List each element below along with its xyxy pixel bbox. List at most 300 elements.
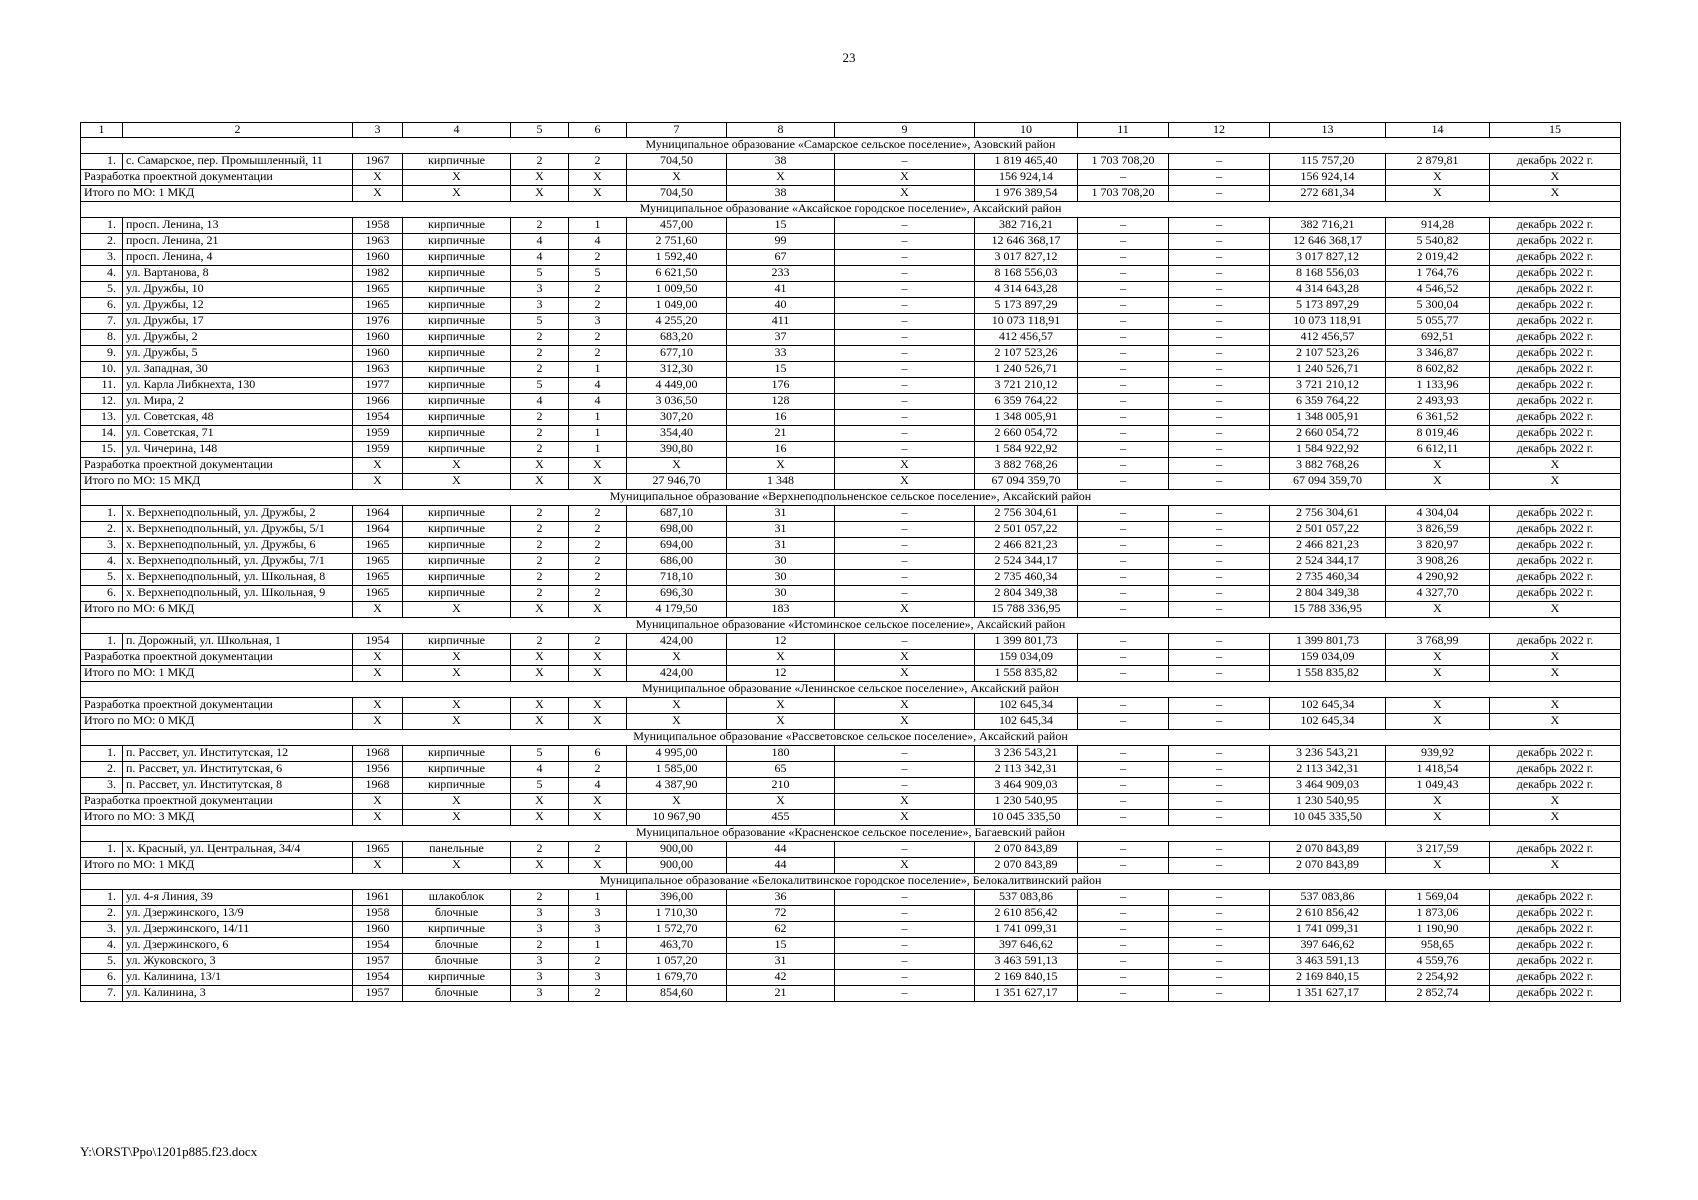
table-cell: – bbox=[1169, 650, 1270, 666]
table-cell: 128 bbox=[727, 394, 835, 410]
table-cell: 3 bbox=[511, 954, 569, 970]
table-cell: 2 bbox=[569, 506, 627, 522]
table-cell: 6 612,11 bbox=[1386, 442, 1490, 458]
summary-row bbox=[81, 458, 1621, 474]
table-cell: 2 070 843,89 bbox=[1270, 858, 1386, 874]
table-cell: 455 bbox=[727, 810, 835, 826]
table-cell: 1 bbox=[569, 426, 627, 442]
table-cell: 31 bbox=[727, 506, 835, 522]
table-cell: – bbox=[835, 426, 975, 442]
table-cell: 307,20 bbox=[627, 410, 727, 426]
table-cell: – bbox=[835, 938, 975, 954]
table-cell: 3 217,59 bbox=[1386, 842, 1490, 858]
table-cell: X bbox=[1386, 810, 1490, 826]
address-cell: просп. Ленина, 4 bbox=[123, 250, 353, 266]
table-cell: 1 049,43 bbox=[1386, 778, 1490, 794]
row-number-cell: 1. bbox=[81, 746, 123, 762]
table-cell: X bbox=[1386, 458, 1490, 474]
table-cell: декабрь 2022 г. bbox=[1490, 842, 1621, 858]
row-number-cell: 3. bbox=[81, 538, 123, 554]
row-number-cell: 5. bbox=[81, 954, 123, 970]
table-cell: 1965 bbox=[353, 538, 403, 554]
table-cell: 1 bbox=[569, 410, 627, 426]
table-cell: 696,30 bbox=[627, 586, 727, 602]
table-cell: кирпичные bbox=[403, 346, 511, 362]
building-row bbox=[81, 746, 1621, 762]
table-cell: X bbox=[1386, 602, 1490, 618]
summary-label-cell: Итого по МО: 3 МКД bbox=[81, 810, 353, 826]
row-number-cell: 2. bbox=[81, 234, 123, 250]
row-number-cell: 5. bbox=[81, 282, 123, 298]
table-cell: X bbox=[1490, 474, 1621, 490]
table-cell: – bbox=[835, 746, 975, 762]
table-cell: 115 757,20 bbox=[1270, 154, 1386, 170]
table-cell: X bbox=[569, 794, 627, 810]
table-cell: X bbox=[1386, 650, 1490, 666]
table-cell: X bbox=[1490, 714, 1621, 730]
column-number-header: 11 bbox=[1078, 123, 1169, 138]
table-cell: X bbox=[353, 858, 403, 874]
table-cell: 683,20 bbox=[627, 330, 727, 346]
table-cell: 1 584 922,92 bbox=[1270, 442, 1386, 458]
summary-row bbox=[81, 474, 1621, 490]
table-cell: 1963 bbox=[353, 234, 403, 250]
table-cell: – bbox=[1169, 938, 1270, 954]
row-number-cell: 4. bbox=[81, 554, 123, 570]
table-cell: X bbox=[1386, 666, 1490, 682]
table-cell: – bbox=[1078, 474, 1169, 490]
table-cell: X bbox=[1490, 186, 1621, 202]
table-cell: кирпичные bbox=[403, 522, 511, 538]
table-cell: 4 bbox=[569, 378, 627, 394]
table-cell: 2 bbox=[569, 538, 627, 554]
table-cell: 2 879,81 bbox=[1386, 154, 1490, 170]
table-cell: 2 bbox=[511, 938, 569, 954]
table-cell: 2 610 856,42 bbox=[975, 906, 1078, 922]
table-cell: – bbox=[1169, 922, 1270, 938]
table-cell: – bbox=[1078, 746, 1169, 762]
table-cell: 2 bbox=[569, 298, 627, 314]
table-cell: – bbox=[1078, 778, 1169, 794]
table-cell: X bbox=[727, 458, 835, 474]
table-cell: декабрь 2022 г. bbox=[1490, 218, 1621, 234]
table-cell: X bbox=[403, 458, 511, 474]
table-cell: 1 bbox=[569, 938, 627, 954]
table-cell: 12 646 368,17 bbox=[1270, 234, 1386, 250]
table-cell: 10 045 335,50 bbox=[1270, 810, 1386, 826]
table-cell: 411 bbox=[727, 314, 835, 330]
table-cell: 3 bbox=[511, 298, 569, 314]
table-cell: – bbox=[1078, 538, 1169, 554]
address-cell: ул. Жуковского, 3 bbox=[123, 954, 353, 970]
table-cell: – bbox=[835, 266, 975, 282]
table-cell: – bbox=[1169, 794, 1270, 810]
table-cell: 4 314 643,28 bbox=[1270, 282, 1386, 298]
table-cell: 1 585,00 bbox=[627, 762, 727, 778]
table-cell: – bbox=[835, 890, 975, 906]
table-cell: 4 314 643,28 bbox=[975, 282, 1078, 298]
table-cell: – bbox=[835, 778, 975, 794]
table-cell: 2 113 342,31 bbox=[1270, 762, 1386, 778]
table-cell: 5 540,82 bbox=[1386, 234, 1490, 250]
table-cell: – bbox=[835, 522, 975, 538]
table-cell: 1 348 005,91 bbox=[975, 410, 1078, 426]
column-number-header: 12 bbox=[1169, 123, 1270, 138]
table-cell: – bbox=[1078, 218, 1169, 234]
address-cell: п. Рассвет, ул. Институтская, 8 bbox=[123, 778, 353, 794]
table-cell: 2 bbox=[569, 250, 627, 266]
table-cell: X bbox=[1490, 602, 1621, 618]
column-number-header: 10 bbox=[975, 123, 1078, 138]
table-cell: 4 179,50 bbox=[627, 602, 727, 618]
table-cell: 900,00 bbox=[627, 842, 727, 858]
table-cell: X bbox=[511, 170, 569, 186]
table-cell: декабрь 2022 г. bbox=[1490, 778, 1621, 794]
building-row bbox=[81, 938, 1621, 954]
table-cell: – bbox=[1169, 698, 1270, 714]
table-cell: 2 bbox=[569, 762, 627, 778]
table-cell: X bbox=[1490, 170, 1621, 186]
table-cell: 457,00 bbox=[627, 218, 727, 234]
table-cell: – bbox=[1078, 586, 1169, 602]
table-cell: – bbox=[1169, 522, 1270, 538]
table-cell: – bbox=[835, 554, 975, 570]
table-cell: 692,51 bbox=[1386, 330, 1490, 346]
table-cell: X bbox=[1386, 170, 1490, 186]
table-cell: 3 463 591,13 bbox=[1270, 954, 1386, 970]
table-cell: – bbox=[1169, 554, 1270, 570]
table-cell: 1 133,96 bbox=[1386, 378, 1490, 394]
table-cell: 2 107 523,26 bbox=[1270, 346, 1386, 362]
building-row bbox=[81, 906, 1621, 922]
table-cell: – bbox=[1078, 330, 1169, 346]
table-cell: 2 bbox=[569, 954, 627, 970]
table-cell: декабрь 2022 г. bbox=[1490, 250, 1621, 266]
table-cell: кирпичные bbox=[403, 394, 511, 410]
building-row bbox=[81, 634, 1621, 650]
table-cell: кирпичные bbox=[403, 554, 511, 570]
table-cell: 210 bbox=[727, 778, 835, 794]
table-cell: 1954 bbox=[353, 938, 403, 954]
table-cell: 4 bbox=[569, 234, 627, 250]
table-cell: декабрь 2022 г. bbox=[1490, 410, 1621, 426]
column-number-header: 9 bbox=[835, 123, 975, 138]
building-row bbox=[81, 778, 1621, 794]
table-cell: – bbox=[1169, 986, 1270, 1002]
table-cell: X bbox=[1490, 666, 1621, 682]
table-cell: 3 721 210,12 bbox=[975, 378, 1078, 394]
table-cell: 677,10 bbox=[627, 346, 727, 362]
address-cell: ул. Дзержинского, 6 bbox=[123, 938, 353, 954]
table-cell: 4 bbox=[569, 778, 627, 794]
table-cell: – bbox=[1169, 266, 1270, 282]
table-cell: декабрь 2022 г. bbox=[1490, 522, 1621, 538]
table-cell: 1959 bbox=[353, 426, 403, 442]
table-cell: 2 660 054,72 bbox=[975, 426, 1078, 442]
table-cell: – bbox=[835, 410, 975, 426]
table-cell: X bbox=[511, 794, 569, 810]
table-cell: 4 bbox=[511, 394, 569, 410]
table-cell: декабрь 2022 г. bbox=[1490, 234, 1621, 250]
table-cell: – bbox=[1169, 954, 1270, 970]
table-cell: 2 bbox=[569, 522, 627, 538]
municipality-title: Муниципальное образование «Красненское сельское поселение», Багаевский район bbox=[81, 826, 1621, 842]
table-cell: декабрь 2022 г. bbox=[1490, 938, 1621, 954]
table-cell: 2 bbox=[569, 842, 627, 858]
table-cell: 2 466 821,23 bbox=[1270, 538, 1386, 554]
table-cell: – bbox=[1169, 666, 1270, 682]
table-cell: 1 bbox=[569, 218, 627, 234]
table-cell: – bbox=[1078, 362, 1169, 378]
table-cell: 12 bbox=[727, 666, 835, 682]
table-cell: 3 463 591,13 bbox=[975, 954, 1078, 970]
table-cell: 312,30 bbox=[627, 362, 727, 378]
municipality-title: Муниципальное образование «Аксайское городское поселение», Аксайский район bbox=[81, 202, 1621, 218]
table-cell: 5 bbox=[511, 746, 569, 762]
address-cell: х. Верхнеподпольный, ул. Дружбы, 5/1 bbox=[123, 522, 353, 538]
table-cell: 5 bbox=[511, 266, 569, 282]
municipality-header-row bbox=[81, 874, 1621, 890]
table-cell: 2 501 057,22 bbox=[1270, 522, 1386, 538]
table-cell: 2 660 054,72 bbox=[1270, 426, 1386, 442]
table-cell: – bbox=[1078, 954, 1169, 970]
table-cell: 1976 bbox=[353, 314, 403, 330]
table-cell: 1 703 708,20 bbox=[1078, 186, 1169, 202]
table-cell: – bbox=[1169, 298, 1270, 314]
table-cell: 2 bbox=[511, 538, 569, 554]
table-cell: X bbox=[627, 698, 727, 714]
table-cell: 396,00 bbox=[627, 890, 727, 906]
row-number-cell: 4. bbox=[81, 266, 123, 282]
summary-row bbox=[81, 858, 1621, 874]
table-cell: декабрь 2022 г. bbox=[1490, 746, 1621, 762]
table-cell: 3 882 768,26 bbox=[1270, 458, 1386, 474]
table-cell: 3 236 543,21 bbox=[1270, 746, 1386, 762]
table-cell: – bbox=[1078, 410, 1169, 426]
table-cell: 2 070 843,89 bbox=[975, 842, 1078, 858]
table-cell: 686,00 bbox=[627, 554, 727, 570]
table-cell: 33 bbox=[727, 346, 835, 362]
table-cell: X bbox=[353, 666, 403, 682]
table-cell: 6 361,52 bbox=[1386, 410, 1490, 426]
table-cell: – bbox=[835, 842, 975, 858]
row-number-cell: 5. bbox=[81, 570, 123, 586]
table-cell: 1965 bbox=[353, 570, 403, 586]
table-cell: блочные bbox=[403, 938, 511, 954]
summary-label-cell: Итого по МО: 0 МКД bbox=[81, 714, 353, 730]
table-cell: – bbox=[1078, 906, 1169, 922]
table-cell: 10 045 335,50 bbox=[975, 810, 1078, 826]
table-cell: – bbox=[1169, 314, 1270, 330]
table-cell: – bbox=[1169, 842, 1270, 858]
table-cell: 3 346,87 bbox=[1386, 346, 1490, 362]
table-cell: 3 820,97 bbox=[1386, 538, 1490, 554]
table-cell: 10 073 118,91 bbox=[975, 314, 1078, 330]
table-cell: декабрь 2022 г. bbox=[1490, 266, 1621, 282]
table-cell: 1 572,70 bbox=[627, 922, 727, 938]
page-number: 23 bbox=[842, 50, 856, 65]
summary-label-cell: Разработка проектной документации bbox=[81, 458, 353, 474]
table-cell: 30 bbox=[727, 586, 835, 602]
table-cell: 2 493,93 bbox=[1386, 394, 1490, 410]
table-cell: 159 034,09 bbox=[1270, 650, 1386, 666]
table-cell: 1960 bbox=[353, 346, 403, 362]
table-cell: 1 558 835,82 bbox=[1270, 666, 1386, 682]
table-cell: 38 bbox=[727, 186, 835, 202]
table-cell: 1959 bbox=[353, 442, 403, 458]
municipality-header-row bbox=[81, 730, 1621, 746]
table-cell: 12 646 368,17 bbox=[975, 234, 1078, 250]
building-row bbox=[81, 314, 1621, 330]
address-cell: ул. Советская, 48 bbox=[123, 410, 353, 426]
table-cell: – bbox=[1078, 698, 1169, 714]
table-cell: 1958 bbox=[353, 218, 403, 234]
row-number-cell: 7. bbox=[81, 986, 123, 1002]
summary-label-cell: Итого по МО: 6 МКД bbox=[81, 602, 353, 618]
table-cell: 5 055,77 bbox=[1386, 314, 1490, 330]
table-cell: – bbox=[1169, 282, 1270, 298]
table-cell: 67 094 359,70 bbox=[1270, 474, 1386, 490]
address-cell: ул. Дружбы, 17 bbox=[123, 314, 353, 330]
table-cell: 3 bbox=[569, 314, 627, 330]
table-cell: кирпичные bbox=[403, 538, 511, 554]
table-cell: – bbox=[1078, 666, 1169, 682]
table-cell: 1957 bbox=[353, 954, 403, 970]
summary-label-cell: Разработка проектной документации bbox=[81, 170, 353, 186]
table-cell: кирпичные bbox=[403, 442, 511, 458]
table-cell: – bbox=[1169, 778, 1270, 794]
summary-label-cell: Итого по МО: 1 МКД bbox=[81, 666, 353, 682]
table-cell: 900,00 bbox=[627, 858, 727, 874]
table-cell: – bbox=[1078, 506, 1169, 522]
table-cell: – bbox=[1078, 938, 1169, 954]
table-cell: 4 bbox=[511, 250, 569, 266]
table-cell: X bbox=[403, 666, 511, 682]
address-cell: ул. 4-я Линия, 39 bbox=[123, 890, 353, 906]
table-cell: 4 255,20 bbox=[627, 314, 727, 330]
table-cell: 4 449,00 bbox=[627, 378, 727, 394]
row-number-cell: 11. bbox=[81, 378, 123, 394]
building-row bbox=[81, 570, 1621, 586]
building-row bbox=[81, 954, 1621, 970]
table-cell: 463,70 bbox=[627, 938, 727, 954]
table-cell: – bbox=[1169, 634, 1270, 650]
building-row bbox=[81, 298, 1621, 314]
table-cell: X bbox=[569, 698, 627, 714]
summary-row bbox=[81, 698, 1621, 714]
table-cell: 4 290,92 bbox=[1386, 570, 1490, 586]
table-cell: – bbox=[835, 906, 975, 922]
summary-row bbox=[81, 810, 1621, 826]
table-cell: 4 327,70 bbox=[1386, 586, 1490, 602]
table-cell: 102 645,34 bbox=[1270, 714, 1386, 730]
table-cell: 1 240 526,71 bbox=[975, 362, 1078, 378]
table-cell: X bbox=[511, 714, 569, 730]
table-cell: – bbox=[1169, 890, 1270, 906]
table-cell: 1 057,20 bbox=[627, 954, 727, 970]
table-cell: 698,00 bbox=[627, 522, 727, 538]
table-cell: – bbox=[1169, 250, 1270, 266]
table-cell: 38 bbox=[727, 154, 835, 170]
table-cell: – bbox=[835, 298, 975, 314]
table-cell: 2 070 843,89 bbox=[1270, 842, 1386, 858]
address-cell: п. Дорожный, ул. Школьная, 1 bbox=[123, 634, 353, 650]
table-cell: 1958 bbox=[353, 906, 403, 922]
table-cell: 1 009,50 bbox=[627, 282, 727, 298]
table-cell: декабрь 2022 г. bbox=[1490, 954, 1621, 970]
table-cell: 2 bbox=[511, 586, 569, 602]
table-cell: 2 bbox=[569, 346, 627, 362]
municipality-header-row bbox=[81, 202, 1621, 218]
table-cell: – bbox=[835, 346, 975, 362]
table-cell: – bbox=[835, 362, 975, 378]
table-cell: 1957 bbox=[353, 986, 403, 1002]
row-number-cell: 3. bbox=[81, 250, 123, 266]
table-cell: 2 bbox=[511, 570, 569, 586]
address-cell: х. Верхнеподпольный, ул. Дружбы, 6 bbox=[123, 538, 353, 554]
table-cell: декабрь 2022 г. bbox=[1490, 762, 1621, 778]
table-cell: 180 bbox=[727, 746, 835, 762]
table-cell: X bbox=[403, 714, 511, 730]
column-number-header: 14 bbox=[1386, 123, 1490, 138]
table-cell: 4 bbox=[569, 394, 627, 410]
table-cell: кирпичные bbox=[403, 378, 511, 394]
table-cell: X bbox=[569, 666, 627, 682]
table-cell: декабрь 2022 г. bbox=[1490, 986, 1621, 1002]
table-cell: 15 bbox=[727, 938, 835, 954]
municipality-header-row bbox=[81, 490, 1621, 506]
table-cell: 3 bbox=[511, 986, 569, 1002]
address-cell: с. Самарское, пер. Промышленный, 11 bbox=[123, 154, 353, 170]
address-cell: х. Верхнеподпольный, ул. Дружбы, 2 bbox=[123, 506, 353, 522]
row-number-cell: 12. bbox=[81, 394, 123, 410]
table-cell: – bbox=[1169, 346, 1270, 362]
building-row bbox=[81, 426, 1621, 442]
table-cell: 1964 bbox=[353, 506, 403, 522]
table-cell: 1977 bbox=[353, 378, 403, 394]
building-row bbox=[81, 986, 1621, 1002]
row-number-cell: 1. bbox=[81, 506, 123, 522]
table-cell: X bbox=[569, 474, 627, 490]
table-cell: – bbox=[835, 330, 975, 346]
table-cell: кирпичные bbox=[403, 970, 511, 986]
summary-row bbox=[81, 650, 1621, 666]
table-cell: 1 348 005,91 bbox=[1270, 410, 1386, 426]
table-cell: 65 bbox=[727, 762, 835, 778]
table-cell: X bbox=[353, 458, 403, 474]
table-cell: 3 bbox=[569, 922, 627, 938]
table-cell: декабрь 2022 г. bbox=[1490, 586, 1621, 602]
table-cell: – bbox=[1078, 858, 1169, 874]
table-cell: 3 721 210,12 bbox=[1270, 378, 1386, 394]
table-cell: – bbox=[1169, 746, 1270, 762]
table-cell: 5 bbox=[511, 314, 569, 330]
table-cell: – bbox=[835, 394, 975, 410]
summary-label-cell: Итого по МО: 1 МКД bbox=[81, 858, 353, 874]
table-cell: – bbox=[1078, 458, 1169, 474]
row-number-cell: 3. bbox=[81, 778, 123, 794]
building-row bbox=[81, 410, 1621, 426]
table-cell: 1 190,90 bbox=[1386, 922, 1490, 938]
table-cell: 2 bbox=[569, 154, 627, 170]
table-cell: X bbox=[511, 858, 569, 874]
table-cell: 4 995,00 bbox=[627, 746, 727, 762]
table-cell: – bbox=[835, 282, 975, 298]
table-cell: 2 735 460,34 bbox=[975, 570, 1078, 586]
address-cell: ул. Дзержинского, 13/9 bbox=[123, 906, 353, 922]
table-cell: 102 645,34 bbox=[975, 698, 1078, 714]
table-cell: 1964 bbox=[353, 522, 403, 538]
